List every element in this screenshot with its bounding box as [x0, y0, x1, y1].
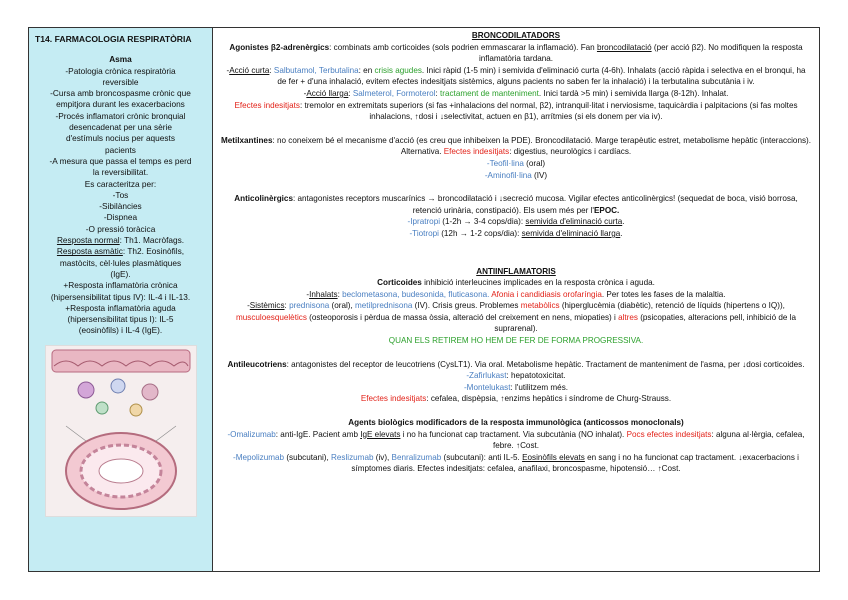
- accio-llarga-paragraph: -Acció llarga: Salmeterol, Formoterol: tractament de manteniment. Inici tardà >5 min) i semivida llarga (8-12h). Inhalat.: [303, 88, 729, 98]
- asma-line: (hipersensibilitat tipus IV): IL-4 i IL-13.: [50, 291, 191, 302]
- asma-line: la reversibilitat.: [92, 167, 149, 178]
- asma-line: +Resposta inflamatòria crònica: [63, 280, 178, 291]
- asma-line: empitjora durant les exacerbacions: [56, 99, 185, 110]
- asma-line: -A mesura que passa el temps es perd: [49, 155, 192, 166]
- accio-curta-paragraph: -Acció curta: Salbutamol, Terbutalina: en crisis agudes. Inici ràpid (1-5 min) i semivida d'eliminació curta (4-6h). Inhalats (acció ràpida i selectiva en el bronqui, ha de fer + d'una inhalació, evitem efectes indesitjats sistèmics, alguns pacients no saben fer la inhalació) i la terbutalina subcutània i iv.: [226, 65, 806, 87]
- retirada-progressiva-note: QUAN ELS RETIREM HO HEM DE FER DE FORMA PROGRESSIVA.: [388, 336, 644, 346]
- aminofillina-line: -Aminofil·lina (IV): [484, 170, 548, 180]
- page-frame: [28, 27, 820, 572]
- omalizumab-paragraph: -Omalizumab: anti-IgE. Pacient amb IgE elevats i no ha funcionat cap tractament. Via subcutània (NO inhalat). Pocs efectes indesitjats: alguna al·lèrgia, cefalea, febre. ↑Cost.: [227, 429, 805, 451]
- asma-line: (eosinòfils) i IL-4 (IgE).: [78, 325, 163, 336]
- inhalats-line: -Inhalats: beclometasona, budesonida, fluticasona. Afonia i candidiasis orofaríngia. Per totes les fases de la malaltia.: [306, 289, 726, 299]
- anti-il5-paragraph: -Mepolizumab (subcutani), Reslizumab (iv), Benralizumab (subcutani): anti IL-5. Eosinòfils elevats en sang i no ha funcionat cap tractament. ↓exacerbacions i símptomes diaris. Efectes indesitjats: cefalea, anafilaxi, broncospasme, hipotensió… ↑Cost.: [233, 452, 799, 474]
- metilxantines-paragraph: Metilxantines: no coneixem bé el mecanisme d'acció (es creu que inhibeixen la PDE). Broncodilatació. Marge terapèutic estret, metabolisme hepàtic (interaccions). Alternativa. Efectes indesitjats: digestius, neurològics i cardíacs.: [221, 135, 811, 157]
- anticolinergics-paragraph: Anticolinèrgics: antagonistes receptors muscarínics → broncodilatació i ↓secreció mucosa. Vigilar efectes anticolinèrgics! (sequedat de boca, visió borrosa, retenció urinària, constipació). Els usem més per l'EPOC.: [234, 194, 798, 215]
- asma-line: -Patologia crònica respiratòria: [65, 65, 176, 76]
- antileucotriens-paragraph: Antileucotriens: antagonistes del receptor de leucotriens (CysLT1). Via oral. Metabolisme hepàtic. Tractament de manteniment de l'asma, per ↓dosi corticoides.: [227, 359, 805, 369]
- section-heading-antiinflamatoris: ANTIINFLAMATORIS: [476, 266, 556, 276]
- asma-line: reversible: [102, 76, 139, 87]
- asma-line: -Tos: [112, 189, 129, 200]
- main-content: [213, 28, 819, 571]
- asma-line: -O pressió toràcica: [85, 223, 156, 234]
- page-title: T14. FARMACOLOGIA RESPIRATÒRIA: [35, 34, 192, 44]
- asma-line: mastòcits, cèl·lules plasmàtiques: [59, 257, 182, 268]
- asma-line: (IgE).: [110, 268, 131, 279]
- resposta-normal: Resposta normal: Th1. Macròfags.: [56, 235, 185, 246]
- asma-line: -Cursa amb broncospasme crònic que: [50, 88, 191, 99]
- asma-line: -Dispnea: [103, 212, 138, 223]
- asma-line: +Resposta inflamatòria aguda: [65, 302, 176, 313]
- asma-line: -Procés inflamatori crònic bronquial: [55, 110, 186, 121]
- left-sidebar: [29, 28, 213, 571]
- corticoides-paragraph: Corticoides inhibició interleucines implicades en la resposta crònica i aguda.: [377, 278, 655, 288]
- teofillina-line: -Teofil·lina (oral): [486, 158, 546, 168]
- montelukast-line: -Montelukast: l'utilitzem més.: [463, 382, 569, 392]
- zafirlukast-line: -Zafirlukast: hepatotoxicitat.: [466, 371, 566, 381]
- bronchus-diagram: [46, 346, 196, 516]
- airway-illustration: [45, 345, 197, 517]
- agents-biologics-heading: Agents biològics modificadors de la resposta immunològica (anticossos monoclonals): [348, 418, 684, 428]
- efectes-indesitjats-b2: Efectes indesitjats: tremolor en extremitats superiors (si fas +inhalacions del normal, β2), intranquil·litat i nerviosisme, taquicàrdia i palpitacions (si fas moltes inhalacions, ↑dosi i ↓selectivitat, actuen en β1), arrítmies (si els donem per via iv).: [234, 100, 798, 122]
- asma-line: -Sibilàncies: [99, 201, 142, 212]
- sistemics-paragraph: -Sistèmics: prednisona (oral), metilprednisona (IV). Crisis greus. Problemes metabòlics (hiperglucèmia (diabètic), retenció de líquids (hipertens o IQ)), musculoesquelètics (osteoporosis i pèrdua de massa òssia, alteració del creixement en nens, miopaties) i altres (psicopaties, alteracions pell, inhibició de la suprarenal).: [235, 301, 797, 334]
- section-heading-broncodilatadors: BRONCODILATADORS: [471, 31, 561, 40]
- asma-line: Es caracteritza per:: [84, 178, 157, 189]
- asma-line: pacients: [105, 144, 136, 155]
- asma-line: (hipersensibilitat tipus I): IL-5: [67, 314, 174, 325]
- resposta-asmatic: Resposta asmàtic: Th2. Eosinòfils,: [56, 246, 185, 257]
- asma-line: desencadenat per una sèrie: [69, 122, 172, 133]
- efectes-indesitjats-antileucotriens: Efectes indesitjats: cefalea, dispèpsia, ↑enzims hepàtics i síndrome de Churg-Strauss.: [360, 394, 672, 404]
- asma-line: d'estímuls nocius per aquests: [65, 133, 176, 144]
- ipratropi-line: -Ipratropi (1-2h → 3-4 cops/dia): semivida d'eliminació curta.: [407, 217, 625, 227]
- tiotropi-line: -Tiotropi (12h → 1-2 cops/dia): semivida d'eliminació llarga.: [409, 228, 623, 238]
- asma-heading: Asma: [109, 54, 132, 65]
- b2-agonists-paragraph: Agonistes β2-adrenèrgics: combinats amb corticoides (sols podrien emmascarar la inflamació). Fan broncodilatació (per acció β2). No modifiquen la resposta inflamatòria tardana.: [229, 42, 803, 64]
